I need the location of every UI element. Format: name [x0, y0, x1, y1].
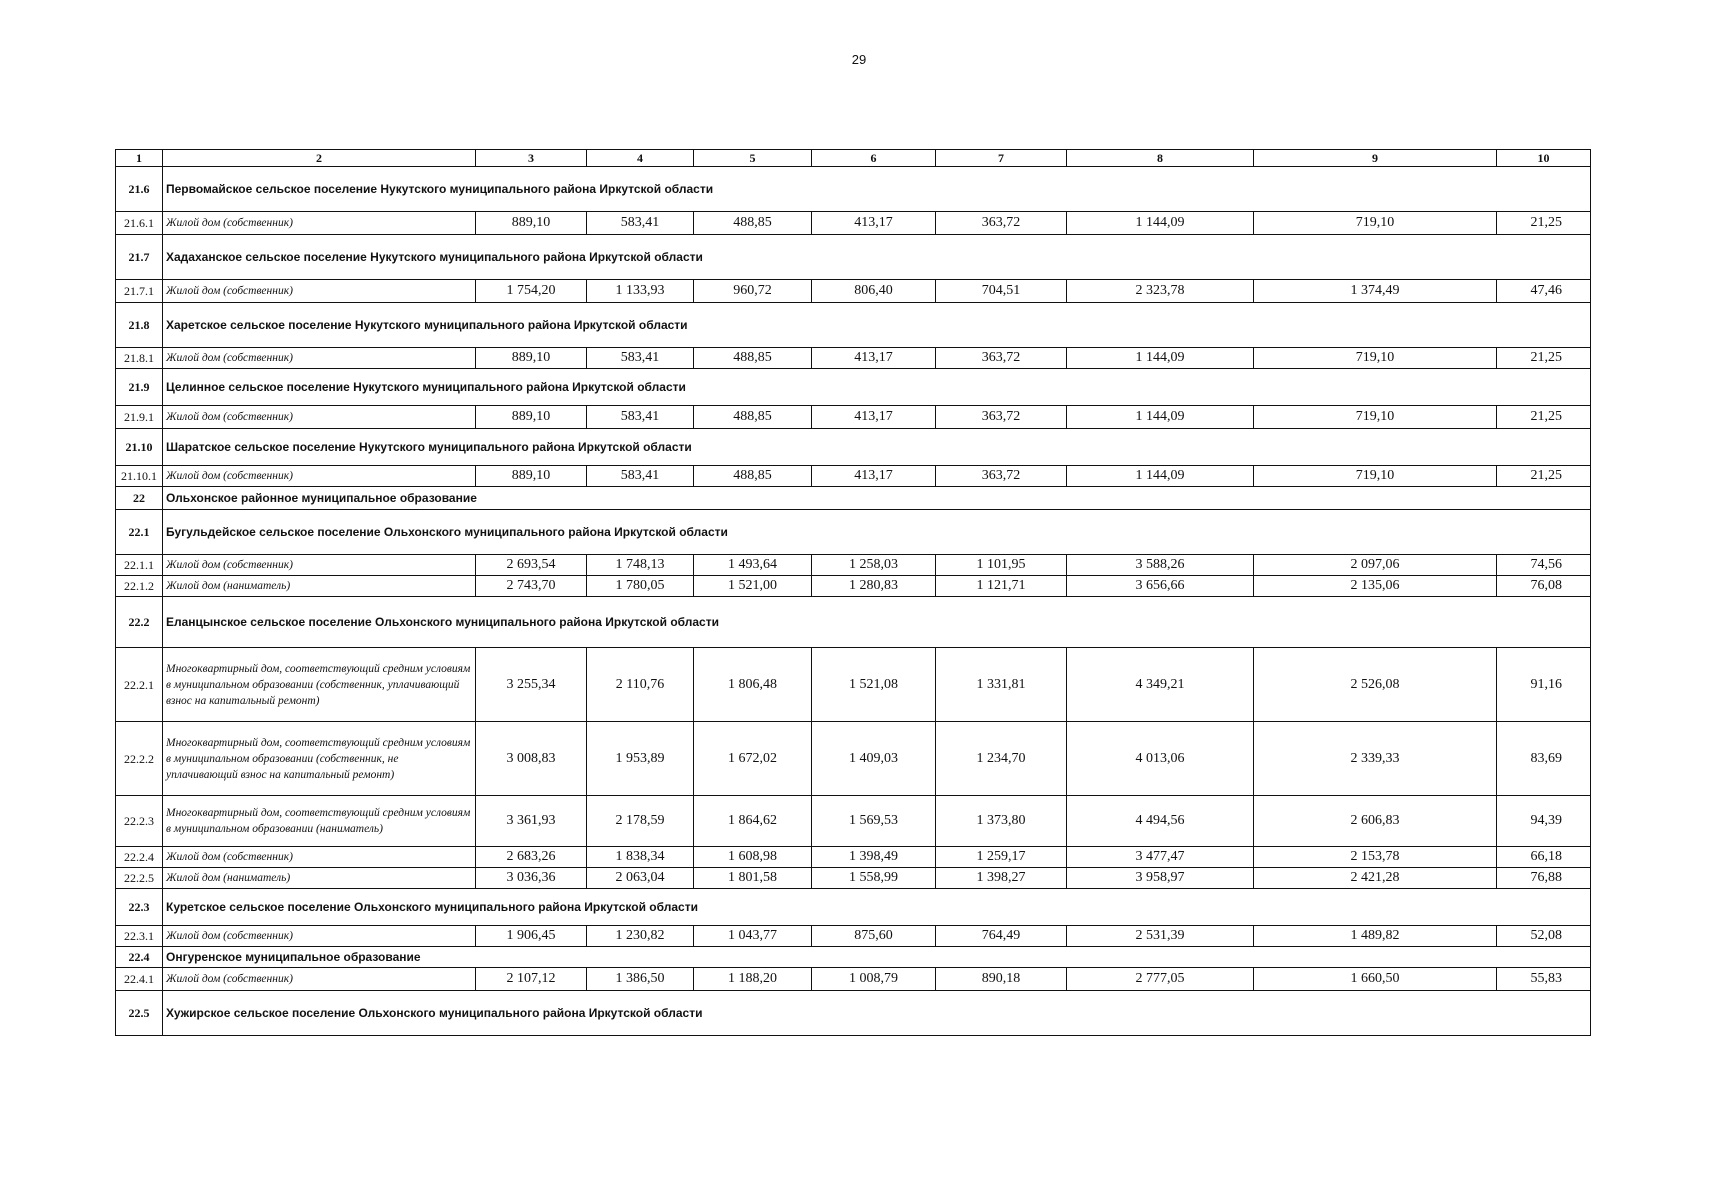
section-number: 22 [116, 487, 163, 510]
row-number: 21.8.1 [116, 348, 163, 369]
section-name: Хадаханское сельское поселение Нукутского муниципального района Иркутской области [163, 235, 1591, 280]
value-cell: 1 864,62 [694, 796, 812, 847]
value-cell: 2 531,39 [1067, 926, 1254, 947]
row-name: Жилой дом (собственник) [163, 926, 476, 947]
row-number: 22.2.4 [116, 847, 163, 868]
value-cell: 74,56 [1497, 555, 1591, 576]
row-number: 22.2.3 [116, 796, 163, 847]
value-cell: 1 280,83 [812, 576, 936, 597]
value-cell: 76,08 [1497, 576, 1591, 597]
value-cell: 2 178,59 [587, 796, 694, 847]
value-cell: 1 144,09 [1067, 466, 1254, 487]
value-cell: 3 361,93 [476, 796, 587, 847]
section-name: Бугульдейское сельское поселение Ольхонского муниципального района Иркутской области [163, 510, 1591, 555]
value-cell: 1 521,08 [812, 648, 936, 722]
value-cell: 47,46 [1497, 280, 1591, 303]
table-row [116, 648, 1591, 722]
row-name: Жилой дом (собственник) [163, 212, 476, 235]
value-cell: 2 777,05 [1067, 968, 1254, 991]
value-cell: 2 135,06 [1254, 576, 1497, 597]
value-cell: 1 806,48 [694, 648, 812, 722]
row-number: 21.6.1 [116, 212, 163, 235]
value-cell: 889,10 [476, 348, 587, 369]
value-cell: 3 477,47 [1067, 847, 1254, 868]
value-cell: 1 258,03 [812, 555, 936, 576]
row-name: Жилой дом (собственник) [163, 555, 476, 576]
value-cell: 3 656,66 [1067, 576, 1254, 597]
table-row [116, 555, 1591, 576]
value-cell: 583,41 [587, 466, 694, 487]
row-number: 22.1.1 [116, 555, 163, 576]
section-row [116, 947, 1591, 968]
row-number: 22.2.1 [116, 648, 163, 722]
value-cell: 1 409,03 [812, 722, 936, 796]
row-name: Многоквартирный дом, соответствующий средним условиям в муниципальном образовании (собственник, не уплачивающий взнос на капитальный ремонт) [163, 722, 476, 796]
section-number: 21.6 [116, 167, 163, 212]
row-name: Многоквартирный дом, соответствующий средним условиям в муниципальном образовании (собственник, уплачивающий взнос на капитальный ремонт) [163, 648, 476, 722]
table-row [116, 406, 1591, 429]
value-cell: 1 608,98 [694, 847, 812, 868]
value-cell: 1 373,80 [936, 796, 1067, 847]
value-cell: 890,18 [936, 968, 1067, 991]
column-header: 2 [163, 150, 476, 167]
table-row [116, 868, 1591, 889]
row-number: 22.2.2 [116, 722, 163, 796]
column-header: 10 [1497, 150, 1591, 167]
table-row [116, 280, 1591, 303]
value-cell: 1 780,05 [587, 576, 694, 597]
value-cell: 488,85 [694, 348, 812, 369]
table-row [116, 926, 1591, 947]
value-cell: 719,10 [1254, 466, 1497, 487]
value-cell: 583,41 [587, 348, 694, 369]
row-number: 22.2.5 [116, 868, 163, 889]
value-cell: 2 153,78 [1254, 847, 1497, 868]
value-cell: 1 144,09 [1067, 348, 1254, 369]
value-cell: 2 107,12 [476, 968, 587, 991]
value-cell: 1 331,81 [936, 648, 1067, 722]
value-cell: 2 526,08 [1254, 648, 1497, 722]
value-cell: 1 838,34 [587, 847, 694, 868]
value-cell: 1 386,50 [587, 968, 694, 991]
table-row [116, 796, 1591, 847]
section-row [116, 597, 1591, 648]
value-cell: 21,25 [1497, 406, 1591, 429]
value-cell: 2 097,06 [1254, 555, 1497, 576]
value-cell: 363,72 [936, 466, 1067, 487]
value-cell: 1 493,64 [694, 555, 812, 576]
value-cell: 91,16 [1497, 648, 1591, 722]
value-cell: 21,25 [1497, 348, 1591, 369]
row-name: Жилой дом (собственник) [163, 280, 476, 303]
value-cell: 363,72 [936, 406, 1067, 429]
section-name: Шаратское сельское поселение Нукутского муниципального района Иркутской области [163, 429, 1591, 466]
table-row [116, 348, 1591, 369]
row-name: Жилой дом (собственник) [163, 847, 476, 868]
value-cell: 413,17 [812, 406, 936, 429]
value-cell: 1 230,82 [587, 926, 694, 947]
value-cell: 2 683,26 [476, 847, 587, 868]
value-cell: 1 754,20 [476, 280, 587, 303]
value-cell: 719,10 [1254, 406, 1497, 429]
section-number: 21.7 [116, 235, 163, 280]
value-cell: 363,72 [936, 212, 1067, 235]
value-cell: 583,41 [587, 406, 694, 429]
value-cell: 488,85 [694, 466, 812, 487]
value-cell: 1 558,99 [812, 868, 936, 889]
value-cell: 764,49 [936, 926, 1067, 947]
value-cell: 3 958,97 [1067, 868, 1254, 889]
section-row [116, 303, 1591, 348]
table-row [116, 466, 1591, 487]
value-cell: 2 339,33 [1254, 722, 1497, 796]
value-cell: 1 489,82 [1254, 926, 1497, 947]
value-cell: 3 036,36 [476, 868, 587, 889]
section-number: 22.1 [116, 510, 163, 555]
table-row [116, 847, 1591, 868]
value-cell: 875,60 [812, 926, 936, 947]
section-number: 21.9 [116, 369, 163, 406]
value-cell: 1 144,09 [1067, 406, 1254, 429]
row-name: Жилой дом (собственник) [163, 406, 476, 429]
row-number: 21.7.1 [116, 280, 163, 303]
section-name: Первомайское сельское поселение Нукутского муниципального района Иркутской области [163, 167, 1591, 212]
value-cell: 21,25 [1497, 212, 1591, 235]
value-cell: 704,51 [936, 280, 1067, 303]
row-number: 22.1.2 [116, 576, 163, 597]
value-cell: 1 906,45 [476, 926, 587, 947]
value-cell: 4 494,56 [1067, 796, 1254, 847]
section-row [116, 167, 1591, 212]
row-name: Жилой дом (собственник) [163, 466, 476, 487]
value-cell: 83,69 [1497, 722, 1591, 796]
value-cell: 488,85 [694, 406, 812, 429]
value-cell: 960,72 [694, 280, 812, 303]
section-row [116, 889, 1591, 926]
value-cell: 52,08 [1497, 926, 1591, 947]
page-number: 29 [851, 52, 867, 67]
tariff-table [115, 149, 1591, 1036]
value-cell: 889,10 [476, 466, 587, 487]
value-cell: 1 953,89 [587, 722, 694, 796]
section-row [116, 369, 1591, 406]
section-row [116, 429, 1591, 466]
value-cell: 889,10 [476, 406, 587, 429]
value-cell: 3 588,26 [1067, 555, 1254, 576]
value-cell: 2 606,83 [1254, 796, 1497, 847]
value-cell: 1 521,00 [694, 576, 812, 597]
column-header: 7 [936, 150, 1067, 167]
value-cell: 1 008,79 [812, 968, 936, 991]
column-header: 5 [694, 150, 812, 167]
value-cell: 1 398,27 [936, 868, 1067, 889]
table-row [116, 968, 1591, 991]
section-row [116, 510, 1591, 555]
table-row [116, 576, 1591, 597]
section-number: 21.8 [116, 303, 163, 348]
value-cell: 2 693,54 [476, 555, 587, 576]
section-name: Еланцынское сельское поселение Ольхонского муниципального района Иркутской области [163, 597, 1591, 648]
section-number: 22.4 [116, 947, 163, 968]
value-cell: 1 672,02 [694, 722, 812, 796]
row-name: Жилой дом (собственник) [163, 348, 476, 369]
section-name: Онгуренское муниципальное образование [163, 947, 1591, 968]
value-cell: 2 421,28 [1254, 868, 1497, 889]
value-cell: 3 255,34 [476, 648, 587, 722]
value-cell: 583,41 [587, 212, 694, 235]
section-name: Целинное сельское поселение Нукутского муниципального района Иркутской области [163, 369, 1591, 406]
value-cell: 2 110,76 [587, 648, 694, 722]
value-cell: 2 323,78 [1067, 280, 1254, 303]
value-cell: 413,17 [812, 348, 936, 369]
header-row [116, 150, 1591, 167]
value-cell: 889,10 [476, 212, 587, 235]
value-cell: 1 259,17 [936, 847, 1067, 868]
value-cell: 4 013,06 [1067, 722, 1254, 796]
value-cell: 413,17 [812, 212, 936, 235]
row-number: 21.9.1 [116, 406, 163, 429]
value-cell: 1 101,95 [936, 555, 1067, 576]
value-cell: 76,88 [1497, 868, 1591, 889]
value-cell: 2 743,70 [476, 576, 587, 597]
value-cell: 3 008,83 [476, 722, 587, 796]
value-cell: 2 063,04 [587, 868, 694, 889]
section-row [116, 235, 1591, 280]
value-cell: 806,40 [812, 280, 936, 303]
value-cell: 21,25 [1497, 466, 1591, 487]
value-cell: 1 043,77 [694, 926, 812, 947]
section-name: Харетское сельское поселение Нукутского муниципального района Иркутской области [163, 303, 1591, 348]
row-number: 21.10.1 [116, 466, 163, 487]
value-cell: 1 801,58 [694, 868, 812, 889]
column-header: 3 [476, 150, 587, 167]
value-cell: 66,18 [1497, 847, 1591, 868]
section-name: Ольхонское районное муниципальное образование [163, 487, 1591, 510]
value-cell: 1 660,50 [1254, 968, 1497, 991]
value-cell: 1 374,49 [1254, 280, 1497, 303]
section-number: 22.2 [116, 597, 163, 648]
section-name: Куретское сельское поселение Ольхонского муниципального района Иркутской области [163, 889, 1591, 926]
value-cell: 719,10 [1254, 348, 1497, 369]
section-row [116, 991, 1591, 1036]
section-number: 22.5 [116, 991, 163, 1036]
value-cell: 1 569,53 [812, 796, 936, 847]
row-number: 22.3.1 [116, 926, 163, 947]
section-number: 22.3 [116, 889, 163, 926]
value-cell: 488,85 [694, 212, 812, 235]
row-name: Жилой дом (наниматель) [163, 868, 476, 889]
value-cell: 1 121,71 [936, 576, 1067, 597]
section-name: Хужирское сельское поселение Ольхонского муниципального района Иркутской области [163, 991, 1591, 1036]
row-name: Жилой дом (собственник) [163, 968, 476, 991]
value-cell: 1 398,49 [812, 847, 936, 868]
column-header: 1 [116, 150, 163, 167]
value-cell: 1 188,20 [694, 968, 812, 991]
column-header: 4 [587, 150, 694, 167]
column-header: 8 [1067, 150, 1254, 167]
section-number: 21.10 [116, 429, 163, 466]
value-cell: 1 133,93 [587, 280, 694, 303]
column-header: 6 [812, 150, 936, 167]
row-number: 22.4.1 [116, 968, 163, 991]
section-row [116, 487, 1591, 510]
column-header: 9 [1254, 150, 1497, 167]
row-name: Жилой дом (наниматель) [163, 576, 476, 597]
value-cell: 55,83 [1497, 968, 1591, 991]
value-cell: 1 748,13 [587, 555, 694, 576]
value-cell: 94,39 [1497, 796, 1591, 847]
value-cell: 363,72 [936, 348, 1067, 369]
value-cell: 413,17 [812, 466, 936, 487]
value-cell: 1 234,70 [936, 722, 1067, 796]
value-cell: 4 349,21 [1067, 648, 1254, 722]
value-cell: 1 144,09 [1067, 212, 1254, 235]
row-name: Многоквартирный дом, соответствующий средним условиям в муниципальном образовании (наниматель) [163, 796, 476, 847]
table-row [116, 722, 1591, 796]
table-row [116, 212, 1591, 235]
value-cell: 719,10 [1254, 212, 1497, 235]
